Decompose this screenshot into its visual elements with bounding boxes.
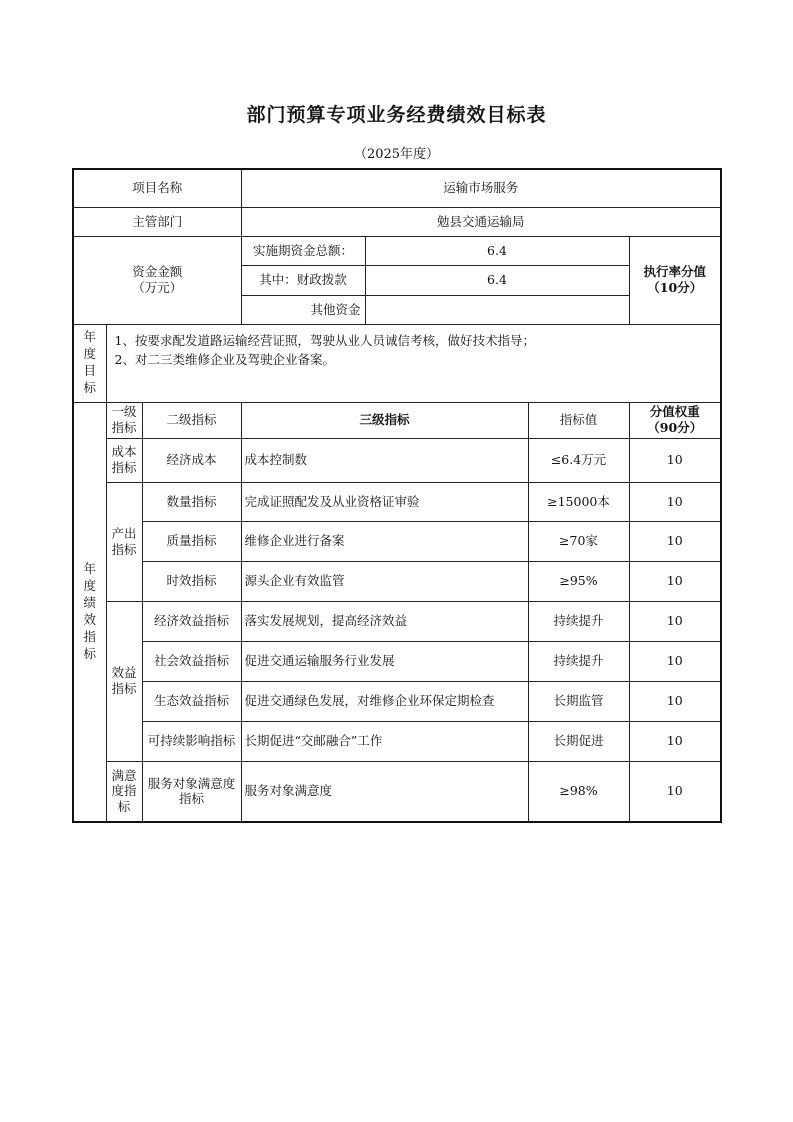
project-row xyxy=(73,169,721,207)
score-cell: 10 xyxy=(629,601,721,641)
table-row xyxy=(73,521,721,561)
annual-goals-label-text: 年度目标 xyxy=(83,329,96,395)
level2-cell: 可持续影响指标 xyxy=(142,721,241,761)
fiscal-year: （2025年度） xyxy=(353,147,440,162)
level2-cell: 服务对象满意度指标 xyxy=(142,761,241,822)
value-cell: ≥70家 xyxy=(528,521,629,561)
annual-goals-content xyxy=(106,324,721,402)
header-level2: 二级指标 xyxy=(142,402,241,438)
score-cell: 10 xyxy=(629,521,721,561)
table-row xyxy=(73,561,721,601)
table-row xyxy=(73,438,721,482)
table-row xyxy=(73,482,721,521)
level1-cost: 成本指标 xyxy=(106,438,142,482)
annual-goals-label xyxy=(73,324,106,402)
funds-total-label: 实施期资金总额： xyxy=(241,236,365,265)
score-cell: 10 xyxy=(629,681,721,721)
department-row xyxy=(73,207,721,236)
level2-cell: 质量指标 xyxy=(142,521,241,561)
value-cell: ≤6.4万元 xyxy=(528,438,629,482)
indicators-side-label-text: 年度绩效指标 xyxy=(83,561,96,661)
level3-cell: 长期促进“交邮融合”工作 xyxy=(241,721,528,761)
value-cell: ≥98% xyxy=(528,761,629,822)
header-weight-line2: （90分） xyxy=(647,420,703,435)
funds-fiscal-value: 6.4 xyxy=(365,265,629,295)
funds-total-row xyxy=(73,236,721,265)
department-value: 勉县交通运输局 xyxy=(241,207,721,236)
table-row xyxy=(73,641,721,681)
annual-goals-row xyxy=(73,324,721,402)
value-cell: 持续提升 xyxy=(528,601,629,641)
score-cell: 10 xyxy=(629,561,721,601)
level1-benefit: 效益指标 xyxy=(106,601,142,761)
level2-cell: 生态效益指标 xyxy=(142,681,241,721)
value-cell: ≥15000本 xyxy=(528,482,629,521)
score-cell: 10 xyxy=(629,761,721,822)
score-cell: 10 xyxy=(629,641,721,681)
score-cell: 10 xyxy=(629,721,721,761)
level3-cell: 促进交通运输服务行业发展 xyxy=(241,641,528,681)
level3-cell: 维修企业进行备案 xyxy=(241,521,528,561)
funds-fiscal-label: 其中：财政拨款 xyxy=(241,265,365,295)
funds-other-value xyxy=(365,295,629,324)
funds-other-label: 其他资金 xyxy=(241,295,365,324)
annual-goal-line-1: 1、按要求配发道路运输经营证照，驾驶从业人员诚信考核，做好技术指导； xyxy=(114,332,535,348)
header-level3: 三级指标 xyxy=(241,402,528,438)
level1-output: 产出指标 xyxy=(106,482,142,601)
header-level1: 一级指标 xyxy=(106,402,142,438)
execution-score-line1: 执行率分值 xyxy=(643,264,707,280)
table-row xyxy=(73,681,721,721)
level2-cell: 时效指标 xyxy=(142,561,241,601)
value-cell: 长期监管 xyxy=(528,681,629,721)
page-title: 部门预算专项业务经费绩效目标表 xyxy=(246,104,547,126)
level2-cell: 经济成本 xyxy=(142,438,241,482)
value-cell: ≥95% xyxy=(528,561,629,601)
table-row xyxy=(73,601,721,641)
level2-cell: 数量指标 xyxy=(142,482,241,521)
level3-cell: 促进交通绿色发展，对维修企业环保定期检查 xyxy=(241,681,528,721)
department-label: 主管部门 xyxy=(73,207,241,236)
indicator-header-row xyxy=(73,402,721,438)
table-row xyxy=(73,761,721,822)
score-cell: 10 xyxy=(629,482,721,521)
project-name-label: 项目名称 xyxy=(73,169,241,207)
funds-label-line1: 资金金额 xyxy=(132,264,183,280)
score-cell: 10 xyxy=(629,438,721,482)
value-cell: 长期促进 xyxy=(528,721,629,761)
level3-cell: 落实发展规划，提高经济效益 xyxy=(241,601,528,641)
level3-cell: 源头企业有效监管 xyxy=(241,561,528,601)
header-value: 指标值 xyxy=(528,402,629,438)
level3-cell: 成本控制数 xyxy=(241,438,528,482)
level3-cell: 完成证照配发及从业资格证审验 xyxy=(241,482,528,521)
funds-total-value: 6.4 xyxy=(365,236,629,265)
execution-score xyxy=(629,236,721,324)
indicators-side-label xyxy=(73,402,106,822)
level2-cell: 社会效益指标 xyxy=(142,641,241,681)
level1-satisfaction: 满意度指标 xyxy=(106,761,142,822)
header-weight xyxy=(629,402,721,438)
execution-score-line2: （10分） xyxy=(647,280,703,295)
level3-cell: 服务对象满意度 xyxy=(241,761,528,822)
funds-label xyxy=(73,236,241,324)
header-weight-line1: 分值权重 xyxy=(649,404,700,420)
annual-goal-line-2: 2、对二三类维修企业及驾驶企业备案。 xyxy=(114,351,335,367)
table-row xyxy=(73,721,721,761)
performance-table xyxy=(72,168,722,823)
project-name-value: 运输市场服务 xyxy=(241,169,721,207)
funds-label-line2: （万元） xyxy=(132,280,183,295)
level2-cell: 经济效益指标 xyxy=(142,601,241,641)
value-cell: 持续提升 xyxy=(528,641,629,681)
